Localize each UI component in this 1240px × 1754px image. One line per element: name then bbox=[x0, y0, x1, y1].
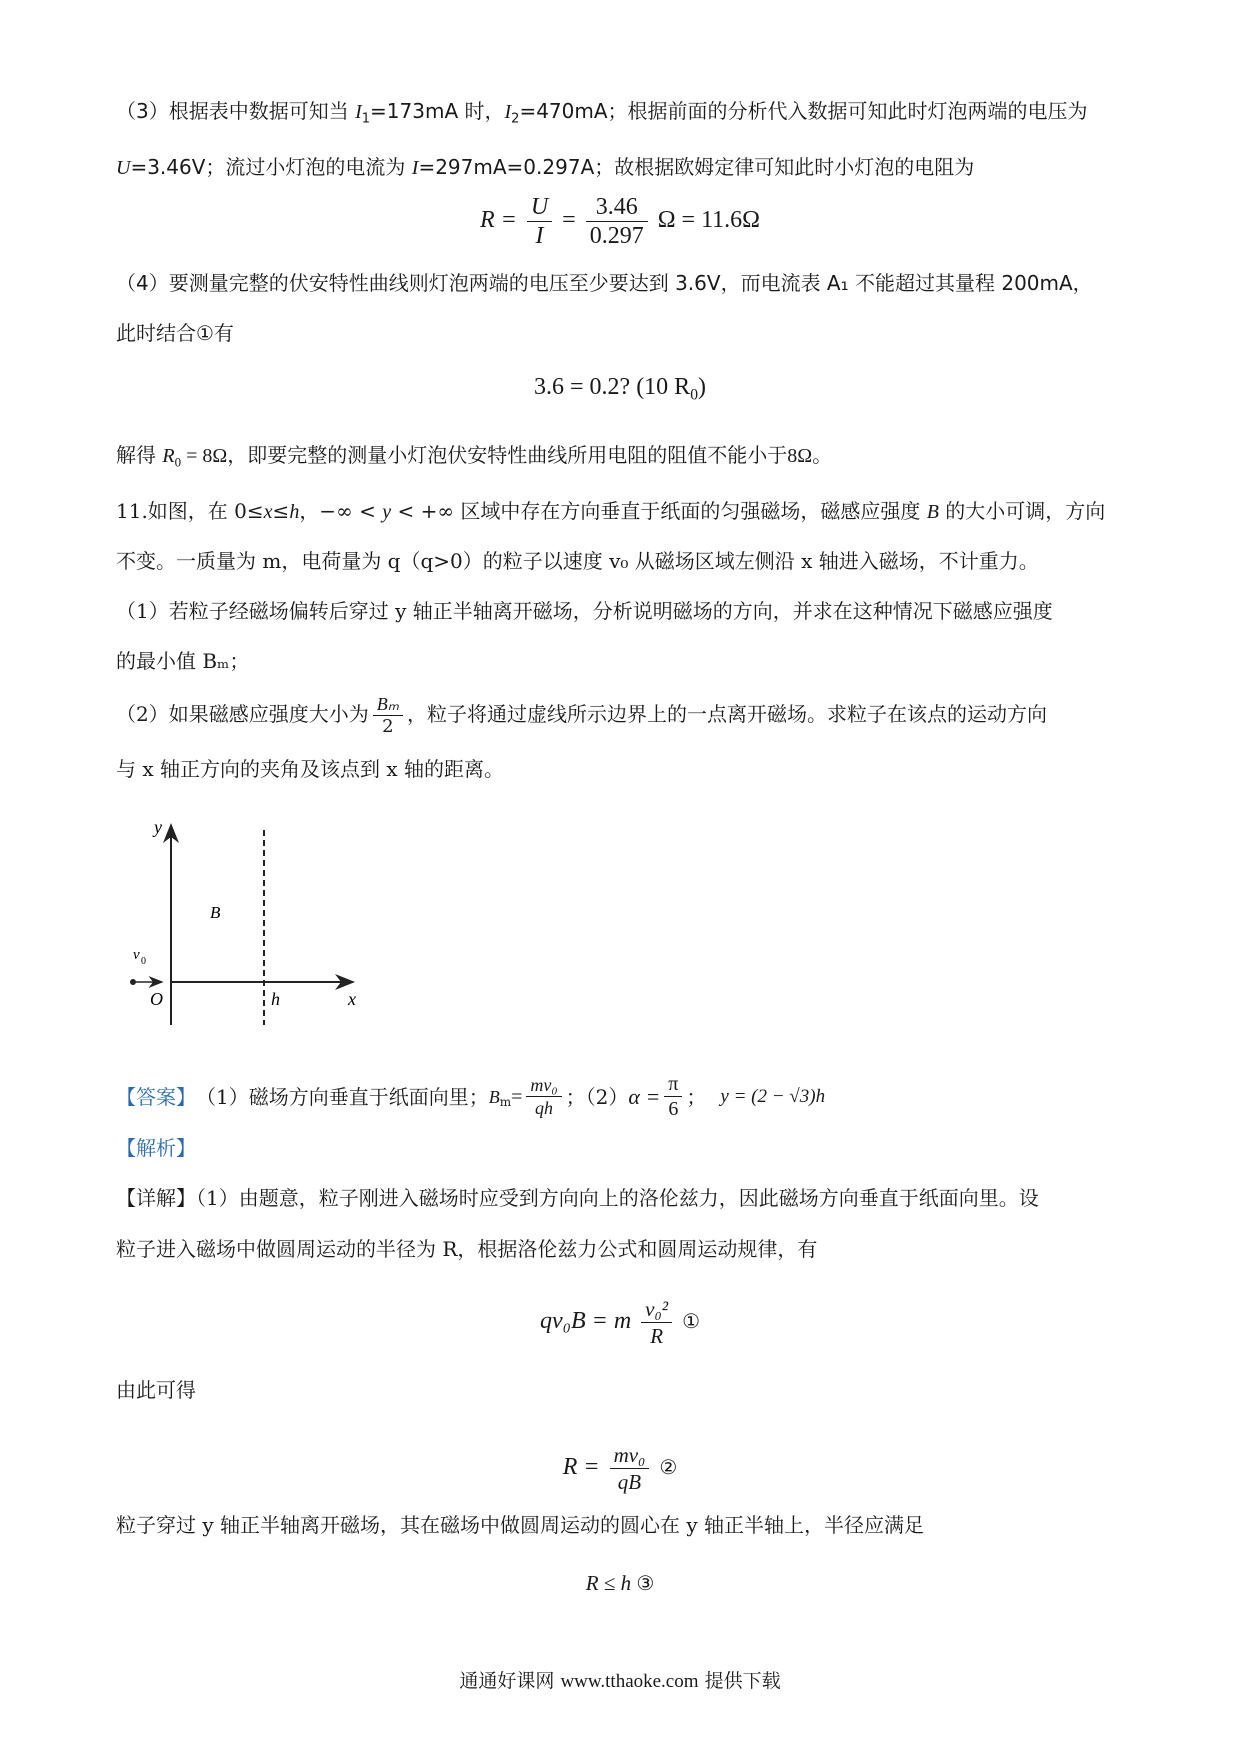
analysis-tag: 【解析】 bbox=[116, 1136, 196, 1160]
lorentz-equation: qv₀B = m $\frac{\text{v₀²}}{R}$ ① bbox=[539, 1297, 701, 1348]
part3-line1: （3）根据表中数据可知当 $I_1=173mA$ 时，$I_2=470mA$；根据前面的分析代入数据可知此时灯泡两端的电压为 bbox=[116, 99, 1088, 127]
detail-line1: 【详解】（1）由题意，粒子刚进入磁场时应受到方向向上的洛伦兹力，因此磁场方向垂直于纸面向里。设 bbox=[116, 1186, 1039, 1210]
q11-sub2-line2: 与 x 轴正方向的夹角及该点到 x 轴的距离。 bbox=[116, 757, 504, 781]
origin-label: O bbox=[150, 989, 163, 1009]
fraction-v0sq-over-r: $\frac{\text{v₀²}}{R}$ bbox=[641, 1296, 672, 1349]
q11-line1: 11.如图，在 0≤x≤h，−∞ < y < +∞ 区域中存在方向垂直于纸面的匀强磁场，磁感应强度 B 的大小可调，方向 bbox=[116, 499, 1106, 523]
part4-equation: 3.6 = 0.2? (10 $R_0$) bbox=[534, 374, 706, 404]
ohm-equation: R = $\frac{U}{I}$ = $\frac{3.46}{0.297}$ Ω = 11.6Ω bbox=[479, 194, 761, 249]
detail-line2: 粒子进入磁场中做圆周运动的半径为 R，根据洛伦兹力公式和圆周运动规律，有 bbox=[116, 1237, 818, 1261]
y-axis-label: y bbox=[154, 817, 162, 837]
q11-line2: 不变。一质量为 m，电荷量为 q（q>0）的粒子以速度 v₀ 从磁场区域左侧沿 x 轴进入磁场，不计重力。 bbox=[116, 549, 1039, 573]
particle-dot bbox=[130, 979, 136, 985]
q11-sub1-line2: 的最小值 Bₘ； bbox=[116, 649, 250, 673]
fraction-u-over-i: $\frac{U}{I}$ bbox=[527, 193, 552, 250]
part4-solution: 解得 $R_0 = 8\Omega$，即要完整的测量小灯泡伏安特性曲线所用电阻的阻值不能小于8Ω。 bbox=[116, 443, 833, 470]
fraction-mv0-over-qb: $\frac{\text{mv₀}}{qB}$ bbox=[610, 1442, 650, 1495]
detail-text3: 粒子穿过 y 轴正半轴离开磁场，其在磁场中做圆周运动的圆心在 y 轴正半轴上，半径应满足 bbox=[116, 1513, 925, 1537]
h-label: h bbox=[271, 989, 280, 1009]
part4-line2: 此时结合①有 bbox=[116, 321, 234, 345]
v0-subscript: 0 bbox=[141, 956, 146, 967]
radius-condition: R ≤ h ③ bbox=[585, 1571, 655, 1595]
answer-line: 【答案】 （1）磁场方向垂直于纸面向里； B m = $\frac{\text{mv₀}}{qh}$ ；（2） α = $\frac{\pi}{6}$ ； y = (2 − √3)h bbox=[116, 1073, 826, 1120]
part4-line1: （4）要测量完整的伏安特性曲线则灯泡两端的电压至少要达到 3.6V，而电流表 A₁ 不能超过其量程 200mA， bbox=[116, 271, 1093, 295]
v0-label: v bbox=[133, 947, 140, 963]
field-label: B bbox=[210, 903, 221, 922]
footer: 通通好课网 www.tthaoke.com 提供下载 bbox=[459, 1670, 781, 1692]
fraction-values: $\frac{3.46}{0.297}$ bbox=[586, 193, 648, 250]
fraction-mv0-over-qh: $\frac{\text{mv₀}}{qh}$ bbox=[526, 1074, 561, 1119]
q11-sub2-line1: （2）如果磁感应强度大小为 $\frac{\text{Bₘ}}{2}$ ，粒子将通过虚线所示边界上的一点离开磁场。求粒子在该点的运动方向 bbox=[116, 694, 1047, 737]
q11-sub1-line1: （1）若粒子经磁场偏转后穿过 y 轴正半轴离开磁场，分析说明磁场的方向，并求在这种情况下磁感应强度 bbox=[116, 599, 1053, 623]
detail-text2: 由此可得 bbox=[116, 1378, 196, 1402]
radius-equation: R = $\frac{\text{mv₀}}{qB}$ ② bbox=[562, 1443, 678, 1494]
x-axis-label: x bbox=[348, 989, 356, 1009]
footer-link[interactable]: www.tthaoke.com bbox=[560, 1671, 699, 1692]
part3-line2: U=3.46V；流过小灯泡的电流为 I=297mA=0.297A；故根据欧姆定律可知此时小灯泡的电阻为 bbox=[116, 155, 975, 179]
magnetic-field-figure bbox=[120, 815, 370, 1030]
fraction-bm-over-2: $\frac{\text{Bₘ}}{2}$ bbox=[373, 693, 403, 738]
fraction-pi-over-6: $\frac{\pi}{6}$ bbox=[664, 1072, 682, 1121]
